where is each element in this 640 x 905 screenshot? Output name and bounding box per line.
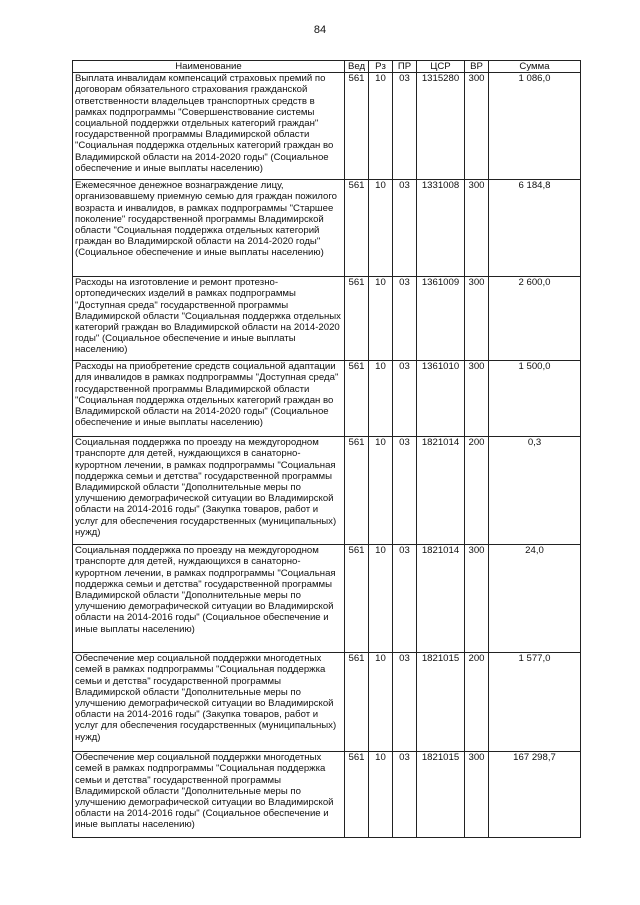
row-sum: 167 298,7 [489,752,581,838]
row-name: Расходы на изготовление и ремонт протезно-ортопедических изделий в рамках подпрограммы "Доступная среда" государственной программы Владимирской области "Социальная поддержка отдельных категорий граждан во Владимирской области на 2014-2020 годы" (Социальное обеспечение и иные выплаты населению) [73,277,345,361]
row-rz: 10 [369,73,393,180]
row-vr: 300 [465,545,489,653]
row-pr: 03 [393,437,417,545]
row-pr: 03 [393,545,417,653]
row-ved: 561 [345,653,369,752]
row-name: Ежемесячное денежное вознаграждение лицу, организовавшему приемную семью для граждан пожилого возраста и инвалидов, в рамках подпрограммы "Старшее поколение" государственной программы Владимирской области "Социальная поддержка отдельных категорий граждан во Владимирской области на 2014-2020 годы" (Социальное обеспечение и иные выплаты населению) [73,180,345,277]
row-rz: 10 [369,361,393,437]
row-csr: 1331008 [417,180,465,277]
row-csr: 1821014 [417,545,465,653]
row-pr: 03 [393,277,417,361]
row-vr: 300 [465,73,489,180]
row-csr: 1821014 [417,437,465,545]
row-rz: 10 [369,653,393,752]
row-rz: 10 [369,437,393,545]
row-rz: 10 [369,277,393,361]
row-ved: 561 [345,73,369,180]
row-csr: 1821015 [417,653,465,752]
header-csr: ЦСР [417,61,465,73]
table-header-row [73,61,581,73]
row-ved: 561 [345,361,369,437]
row-rz: 10 [369,180,393,277]
row-sum: 1 086,0 [489,73,581,180]
row-vr: 300 [465,277,489,361]
row-pr: 03 [393,653,417,752]
header-ved: Вед [345,61,369,73]
budget-table [72,60,581,838]
row-vr: 300 [465,752,489,838]
row-ved: 561 [345,437,369,545]
row-pr: 03 [393,752,417,838]
row-sum: 6 184,8 [489,180,581,277]
header-sum: Сумма [489,61,581,73]
row-name: Социальная поддержка по проезду на междугородном транспорте для детей, нуждающихся в санаторно-курортном лечении, в рамках подпрограммы "Социальная поддержка семьи и детства" государственной программы Владимирской области "Дополнительные меры по улучшению демографической ситуации во Владимирской области на 2014-2016 годы" (Социальное обеспечение и иные выплаты населению) [73,545,345,653]
header-vr: ВР [465,61,489,73]
row-sum: 1 500,0 [489,361,581,437]
row-ved: 561 [345,545,369,653]
table-row [73,437,581,545]
row-vr: 200 [465,653,489,752]
row-ved: 561 [345,277,369,361]
header-name: Наименование [73,61,345,73]
row-ved: 561 [345,180,369,277]
row-vr: 200 [465,437,489,545]
table-row [73,180,581,277]
table-row [73,361,581,437]
header-rz: Рз [369,61,393,73]
row-sum: 24,0 [489,545,581,653]
row-sum: 1 577,0 [489,653,581,752]
row-csr: 1315280 [417,73,465,180]
row-vr: 300 [465,361,489,437]
row-pr: 03 [393,73,417,180]
row-sum: 0,3 [489,437,581,545]
row-pr: 03 [393,180,417,277]
page-number: 84 [313,24,327,36]
row-rz: 10 [369,752,393,838]
row-name: Обеспечение мер социальной поддержки многодетных семей в рамках подпрограммы "Социальная поддержка семьи и детства" государственной программы Владимирской области "Дополнительные меры по улучшению демографической ситуации во Владимирской области на 2014-2016 годы" (Закупка товаров, работ и услуг для обеспечения государственных (муниципальных) нужд) [73,653,345,752]
row-csr: 1361010 [417,361,465,437]
row-vr: 300 [465,180,489,277]
row-rz: 10 [369,545,393,653]
table-row [73,752,581,838]
row-name: Обеспечение мер социальной поддержки многодетных семей в рамках подпрограммы "Социальная поддержка семьи и детства" государственной программы Владимирской области "Дополнительные меры по улучшению демографической ситуации во Владимирской области на 2014-2016 годы" (Социальное обеспечение и иные выплаты населению) [73,752,345,838]
table-row [73,73,581,180]
table-row [73,545,581,653]
row-pr: 03 [393,361,417,437]
table-row [73,277,581,361]
row-ved: 561 [345,752,369,838]
row-name: Расходы на приобретение средств социальной адаптации для инвалидов в рамках подпрограммы "Доступная среда" государственной программы Владимирской области "Социальная поддержка отдельных категорий граждан во Владимирской области на 2014-2020 годы" (Социальное обеспечение и иные выплаты населению) [73,361,345,437]
row-name: Социальная поддержка по проезду на междугородном транспорте для детей, нуждающихся в санаторно-курортном лечении, в рамках подпрограммы "Социальная поддержка семьи и детства" государственной программы Владимирской области "Дополнительные меры по улучшению демографической ситуации во Владимирской области на 2014-2016 годы" (Закупка товаров, работ и услуг для обеспечения государственных (муниципальных) нужд) [73,437,345,545]
row-csr: 1361009 [417,277,465,361]
table-row [73,653,581,752]
header-pr: ПР [393,61,417,73]
row-sum: 2 600,0 [489,277,581,361]
row-csr: 1821015 [417,752,465,838]
row-name: Выплата инвалидам компенсаций страховых премий по договорам обязательного страхования гражданской ответственности владельцев транспортных средств в рамках подпрограммы "Совершенствование системы социальной поддержки отдельных категорий граждан" государственной программы Владимирской области "Социальная поддержка отдельных категорий граждан во Владимирской области на 2014-2020 годы" (Социальное обеспечение и иные выплаты населению) [73,73,345,180]
